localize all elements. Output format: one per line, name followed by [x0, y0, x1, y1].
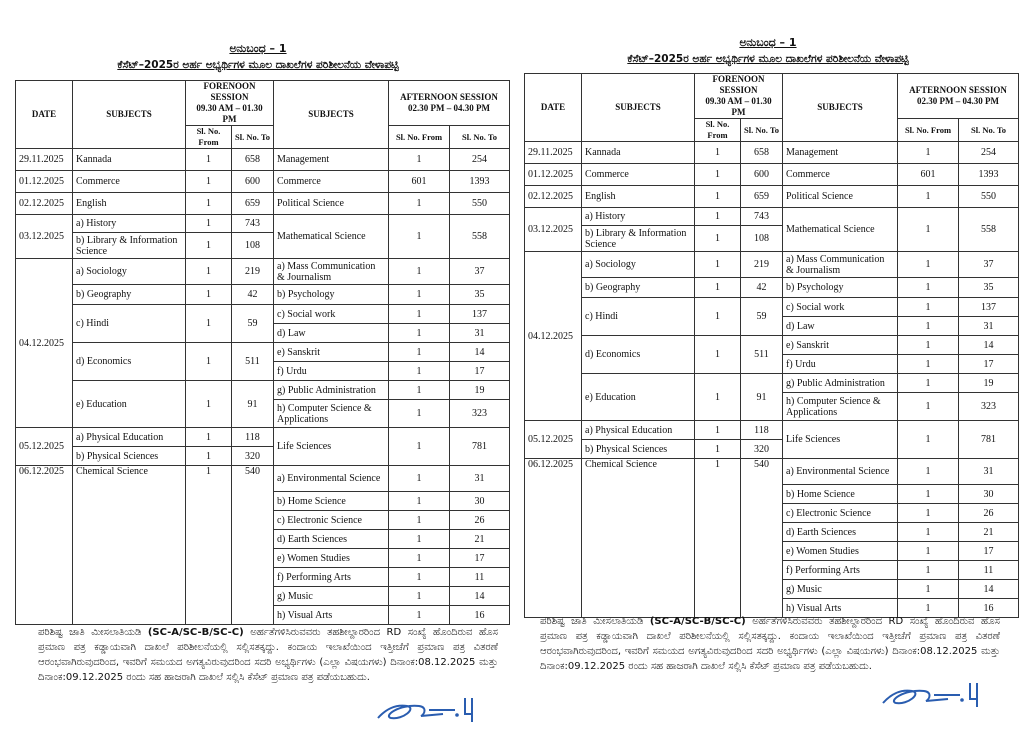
table-row: f) Performing Arts 1 11: [16, 568, 510, 587]
table-row: 01.12.2025 Commerce 1 600 Commerce 601 1393: [16, 171, 510, 193]
header-fn-to: Sl. No. To: [232, 126, 274, 149]
sc-certificate-note: ಪರಿಶಿಷ್ಟ ಜಾತಿ ಮೀಸಲಾತಿಯಡಿ (SC-A/SC-B/SC-C) ಅರ್ಹತೆಗಳಿಸಿರುವವರು ತಹಶೀಲ್ದಾರರಿಂದ RD ಸಂಖ್ಯೆ ಹೊಂದಿರುವ ಹೊಸ ಪ್ರಮಾಣ ಪತ್ರ ಕಡ್ಡಾಯವಾಗಿ ದಾಖಲೆ ಪರಿಶೀಲನೆಯಲ್ಲಿ ಸಲ್ಲಿಸತಕ್ಕದ್ದು. ಕಂದಾಯ ಇಲಾಖೆಯಿಂದ ಇತ್ತೀಚೆಗೆ ಪ್ರಮಾಣ ಪತ್ರ ವಿತರಣೆ ಆರಂಭವಾಗಿರುವುದರಿಂದ, ಇವರಿಗೆ ಸಮಯದ ಅಗತ್ಯವಿರುವುದರಿಂದ ಸದರಿ ಅಭ್ಯರ್ಥಿಗಳು (ಎಲ್ಲಾ ವಿಷಯಗಳು) ದಿನಾಂಕ:08.12.2025 ಮತ್ತು ದಿನಾಂಕ:09.12.2025 ರಂದು ಸಹ ಹಾಜರಾಗಿ ದಾಖಲೆ ಸಲ್ಲಿಸಿ ಕೆಸೆಟ್ ಪ್ರಮಾಣ ಪತ್ರ ಪಡೆಯಬಹುದು.: [540, 616, 1000, 672]
table-row: d) Economics 1 511 e) Sanskrit 1 14: [16, 343, 510, 362]
table-row: 03.12.2025 a) History 1 743 Mathematical Science 1 558: [525, 208, 1019, 226]
header-afternoon: AFTERNOON SESSION 02.30 PM – 04.30 PM: [898, 74, 1019, 119]
table-row: 06.12.2025 Chemical Science 1 540 a) Environmental Science 1 31: [16, 466, 510, 492]
header-an-from: Sl. No. From: [389, 126, 450, 149]
right-page-copy: [518, 0, 1018, 738]
signature-icon: [373, 690, 483, 730]
table-row: 06.12.2025 Chemical Science 1 540 a) Environmental Science 1 31: [525, 459, 1019, 485]
header-subjects-forenoon: SUBJECTS: [73, 81, 186, 149]
table-row: h) Computer Science & Applications 1 323: [16, 400, 510, 428]
header-fn-to: Sl. No. To: [741, 119, 783, 142]
table-row: e) Women Studies 1 17: [525, 542, 1019, 561]
schedule-table: [15, 80, 510, 625]
table-row: f) Performing Arts 1 11: [525, 561, 1019, 580]
header-an-from: Sl. No. From: [898, 119, 959, 142]
table-row: f) Urdu 1 17: [16, 362, 510, 381]
table-row: g) Music 1 14: [525, 580, 1019, 599]
table-row: b) Home Science 1 30: [525, 485, 1019, 504]
table-row: 29.11.2025 Kannada 1 658 Management 1 254: [525, 142, 1019, 164]
annexure-title: ಅನುಬಂಧ – 1: [739, 36, 797, 49]
table-row: 04.12.2025 a) Sociology 1 219 a) Mass Communication & Journalism 1 37: [16, 259, 510, 285]
table-row: b) Home Science 1 30: [16, 492, 510, 511]
table-row: f) Urdu 1 17: [525, 355, 1019, 374]
left-page-copy: [8, 0, 508, 738]
table-row: c) Hindi 1 59 c) Social work 1 137: [16, 305, 510, 324]
table-row: 04.12.2025 a) Sociology 1 219 a) Mass Communication & Journalism 1 37: [525, 252, 1019, 278]
table-row: c) Electronic Science 1 26: [525, 504, 1019, 523]
table-row: d) Earth Sciences 1 21: [525, 523, 1019, 542]
table-row: e) Education 1 91 g) Public Administration 1 19: [16, 381, 510, 400]
table-row: d) Law 1 31: [16, 324, 510, 343]
header-date: DATE: [16, 81, 73, 149]
header-subjects-afternoon: SUBJECTS: [783, 74, 898, 142]
header-subjects-afternoon: SUBJECTS: [274, 81, 389, 149]
header-date: DATE: [525, 74, 582, 142]
table-row: 05.12.2025 a) Physical Education 1 118 Life Sciences 1 781: [525, 421, 1019, 440]
table-row: 03.12.2025 a) History 1 743 Mathematical Science 1 558: [16, 215, 510, 233]
header-fn-from: Sl. No. From: [186, 126, 232, 149]
table-row: e) Women Studies 1 17: [16, 549, 510, 568]
table-row: h) Visual Arts 1 16: [525, 599, 1019, 618]
header-afternoon: AFTERNOON SESSION 02.30 PM – 04.30 PM: [389, 81, 510, 126]
table-row: b) Library & Information Science 1 108: [16, 233, 510, 259]
table-row: h) Visual Arts 1 16: [16, 606, 510, 625]
schedule-table: [524, 73, 1019, 618]
header-an-to: Sl. No. To: [959, 119, 1019, 142]
schedule-title: ಕೆಸೆಟ್–2025ರ ಅರ್ಹ ಅಭ್ಯರ್ಥಿಗಳ ಮೂಲ ದಾಖಲೆಗಳ ಪರಿಶೀಲನೆಯ ವೇಳಾಪಟ್ಟಿ: [117, 59, 399, 71]
header-subjects-forenoon: SUBJECTS: [582, 74, 695, 142]
header-forenoon: FORENOON SESSION 09.30 AM – 01.30 PM: [695, 74, 783, 119]
table-row: h) Computer Science & Applications 1 323: [525, 393, 1019, 421]
table-row: 01.12.2025 Commerce 1 600 Commerce 601 1393: [525, 164, 1019, 186]
table-row: e) Education 1 91 g) Public Administration 1 19: [525, 374, 1019, 393]
table-row: b) Physical Sciences 1 320: [16, 447, 510, 466]
table-row: b) Library & Information Science 1 108: [525, 226, 1019, 252]
header-forenoon: FORENOON SESSION 09.30 AM – 01.30 PM: [186, 81, 274, 126]
header-an-to: Sl. No. To: [450, 126, 510, 149]
table-row: 02.12.2025 English 1 659 Political Science 1 550: [16, 193, 510, 215]
annexure-title: ಅನುಬಂಧ – 1: [229, 42, 287, 55]
table-row: c) Hindi 1 59 c) Social work 1 137: [525, 298, 1019, 317]
sc-certificate-note: ಪರಿಶಿಷ್ಟ ಜಾತಿ ಮೀಸಲಾತಿಯಡಿ (SC-A/SC-B/SC-C) ಅರ್ಹತೆಗಳಿಸಿರುವವರು ತಹಶೀಲ್ದಾರರಿಂದ RD ಸಂಖ್ಯೆ ಹೊಂದಿರುವ ಹೊಸ ಪ್ರಮಾಣ ಪತ್ರ ಕಡ್ಡಾಯವಾಗಿ ದಾಖಲೆ ಪರಿಶೀಲನೆಯಲ್ಲಿ ಸಲ್ಲಿಸತಕ್ಕದ್ದು. ಕಂದಾಯ ಇಲಾಖೆಯಿಂದ ಇತ್ತೀಚೆಗೆ ಪ್ರಮಾಣ ಪತ್ರ ವಿತರಣೆ ಆರಂಭವಾಗಿರುವುದರಿಂದ, ಇವರಿಗೆ ಸಮಯದ ಅಗತ್ಯವಿರುವುದರಿಂದ ಸದರಿ ಅಭ್ಯರ್ಥಿಗಳು (ಎಲ್ಲಾ ವಿಷಯಗಳು) ದಿನಾಂಕ:08.12.2025 ಮತ್ತು ದಿನಾಂಕ:09.12.2025 ರಂದು ಸಹ ಹಾಜರಾಗಿ ದಾಖಲೆ ಸಲ್ಲಿಸಿ ಕೆಸೆಟ್ ಪ್ರಮಾಣ ಪತ್ರ ಪಡೆಯಬಹುದು.: [38, 627, 498, 683]
table-row: 29.11.2025 Kannada 1 658 Management 1 254: [16, 149, 510, 171]
table-row: d) Earth Sciences 1 21: [16, 530, 510, 549]
table-row: b) Physical Sciences 1 320: [525, 440, 1019, 459]
table-row: 05.12.2025 a) Physical Education 1 118 Life Sciences 1 781: [16, 428, 510, 447]
table-row: b) Geography 1 42 b) Psychology 1 35: [525, 278, 1019, 298]
signature-icon: [878, 675, 988, 715]
table-row: c) Electronic Science 1 26: [16, 511, 510, 530]
table-row: d) Law 1 31: [525, 317, 1019, 336]
table-row: g) Music 1 14: [16, 587, 510, 606]
table-row: b) Geography 1 42 b) Psychology 1 35: [16, 285, 510, 305]
table-row: 02.12.2025 English 1 659 Political Science 1 550: [525, 186, 1019, 208]
schedule-title: ಕೆಸೆಟ್–2025ರ ಅರ್ಹ ಅಭ್ಯರ್ಥಿಗಳ ಮೂಲ ದಾಖಲೆಗಳ ಪರಿಶೀಲನೆಯ ವೇಳಾಪಟ್ಟಿ: [627, 53, 909, 65]
table-row: d) Economics 1 511 e) Sanskrit 1 14: [525, 336, 1019, 355]
header-fn-from: Sl. No. From: [695, 119, 741, 142]
